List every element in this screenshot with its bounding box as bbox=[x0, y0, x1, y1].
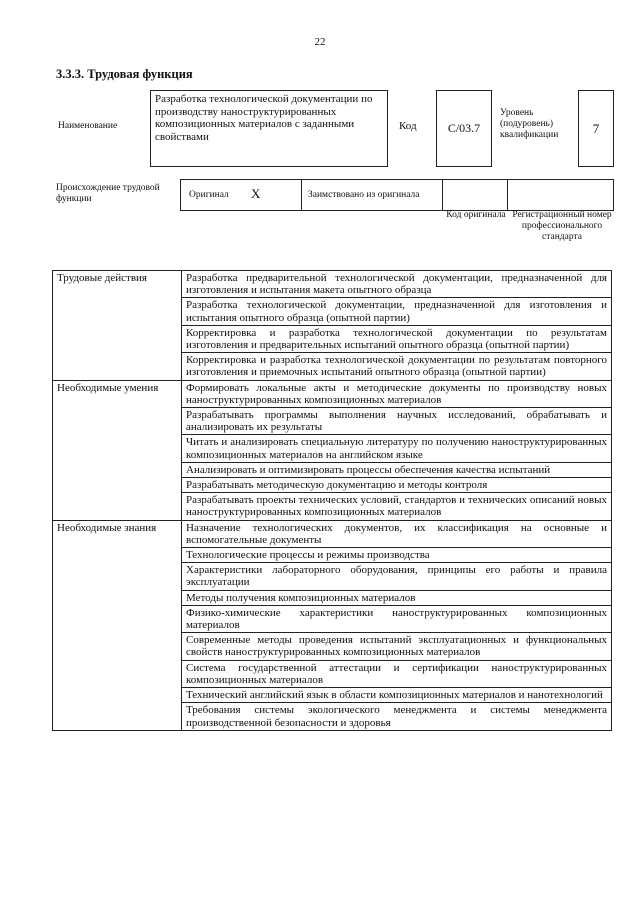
level-label: Уровень (подуровень) квалификации bbox=[500, 108, 559, 140]
table-row bbox=[53, 271, 612, 298]
list-item: Анализировать и оптимизировать процессы обеспечения качества испытаний bbox=[182, 462, 612, 477]
list-item: Формировать локальные акты и методические документы по производству новых наноструктурированных композиционных материалов bbox=[182, 380, 612, 407]
list-item: Корректировка и разработка технологической документации по результатам повторного изготовления и приемочных испытаний опытного образца (опытной партии) bbox=[182, 353, 612, 380]
section-heading: Необходимые умения bbox=[53, 380, 182, 520]
original-cell bbox=[180, 179, 302, 211]
borrowed-label: Заимствовано из оригинала bbox=[308, 190, 420, 200]
code-label: Код bbox=[399, 120, 417, 132]
list-item: Назначение технологических документов, их классификация на основные и вспомогательные документы bbox=[182, 520, 612, 547]
list-item: Требования системы экологического менеджмента и системы менеджмента производственной безопасности и здоровья bbox=[182, 703, 612, 730]
table-row bbox=[53, 520, 612, 547]
list-item: Разработка технологической документации, предназначенной для изготовления и испытания опытного образца (опытной партии) bbox=[182, 298, 612, 325]
list-item: Разрабатывать методическую документацию и методы контроля bbox=[182, 478, 612, 493]
list-item: Читать и анализировать специальную литературу по получению наноструктурированных композиционных материалов на английском языке bbox=[182, 435, 612, 462]
list-item: Разрабатывать программы выполнения научных исследований, обрабатывать и анализировать их результаты bbox=[182, 408, 612, 435]
list-item: Корректировка и разработка технологической документации по результатам изготовления и предварительных испытаний опытного образца (опытной партии) bbox=[182, 325, 612, 352]
original-label: Оригинал bbox=[189, 190, 229, 200]
code-value: C/03.7 bbox=[436, 90, 492, 167]
list-item: Система государственной аттестации и сертификации наноструктурированных композиционных материалов bbox=[182, 660, 612, 687]
list-item: Физико-химические характеристики наноструктурированных композиционных материалов bbox=[182, 605, 612, 632]
original-code-cell bbox=[442, 179, 508, 211]
name-value: Разработка технологической документации по производству наноструктурированных композиционных материалов с заданными свойствами bbox=[150, 90, 388, 167]
registration-caption: Регистрационный номер профессионального стандарта bbox=[512, 210, 612, 242]
section-title: 3.3.3. Трудовая функция bbox=[56, 67, 193, 81]
origin-label: Происхождение трудовой функции bbox=[56, 183, 160, 204]
original-mark: X bbox=[251, 186, 261, 201]
labor-function-table bbox=[52, 270, 612, 731]
list-item: Современные методы проведения испытаний эксплуатационных и функциональных свойств наноструктурированных композиционных материалов bbox=[182, 633, 612, 660]
list-item: Разрабатывать проекты технических условий, стандартов и технических описаний новых наноструктурированных композиционных материалов bbox=[182, 493, 612, 520]
list-item: Разработка предварительной технологической документации, предназначенной для изготовления и испытания макета опытного образца bbox=[182, 271, 612, 298]
name-label: Наименование bbox=[58, 121, 118, 131]
section-heading: Трудовые действия bbox=[53, 271, 182, 381]
section-heading: Необходимые знания bbox=[53, 520, 182, 730]
level-value: 7 bbox=[578, 90, 614, 167]
registration-number-cell bbox=[507, 179, 614, 211]
code-caption: Код оригинала bbox=[446, 210, 506, 220]
list-item: Характеристики лабораторного оборудования, принципы его работы и правила эксплуатации bbox=[182, 563, 612, 590]
table-row bbox=[53, 380, 612, 407]
list-item: Методы получения композиционных материалов bbox=[182, 590, 612, 605]
borrowed-cell bbox=[301, 179, 443, 211]
page-number: 22 bbox=[314, 36, 326, 48]
list-item: Технический английский язык в области композиционных материалов и нанотехнологий bbox=[182, 688, 612, 703]
list-item: Технологические процессы и режимы производства bbox=[182, 548, 612, 563]
